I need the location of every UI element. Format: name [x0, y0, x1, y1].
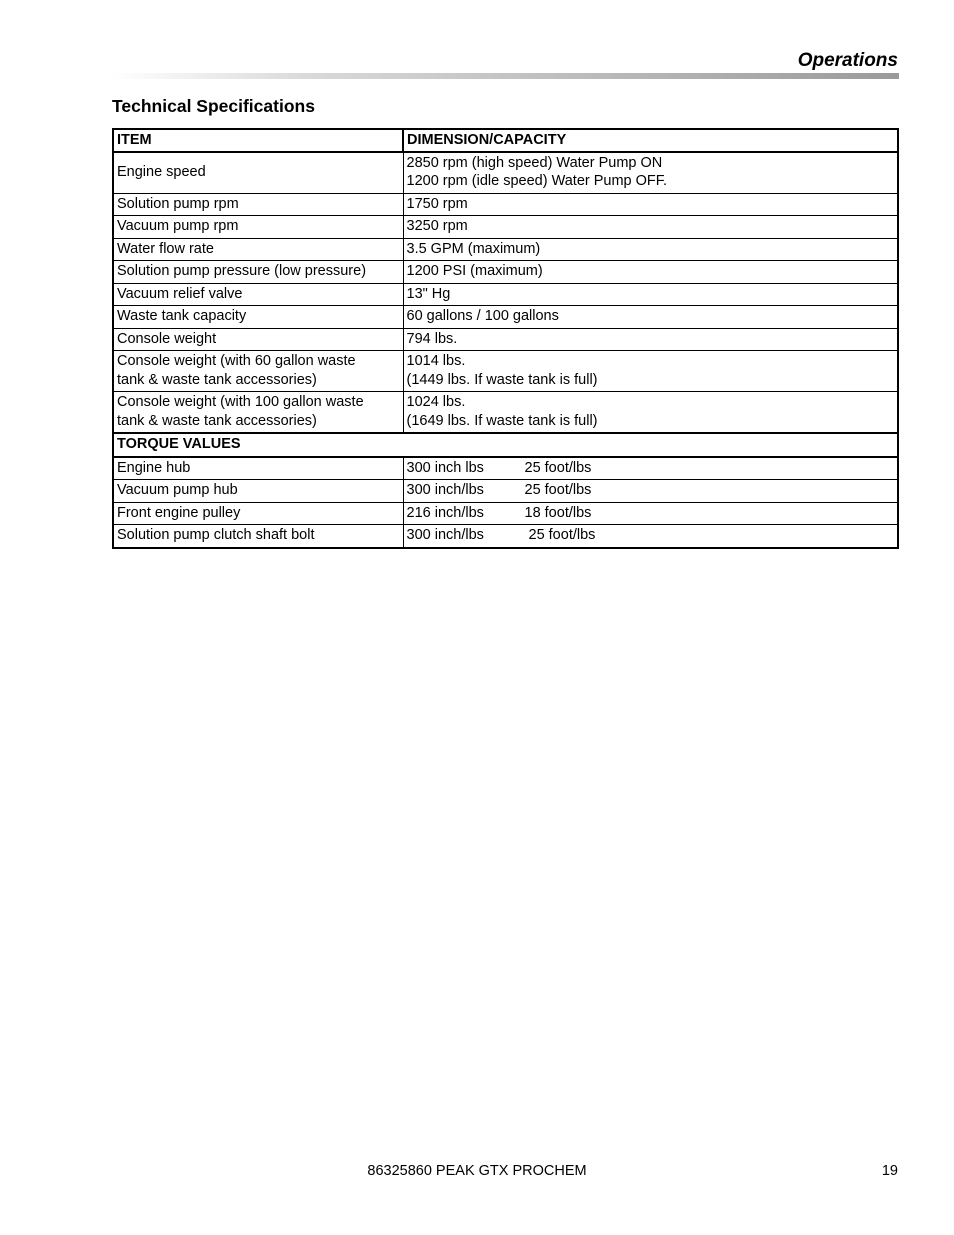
table-row: [113, 216, 898, 239]
page-title: Technical Specifications: [112, 96, 315, 116]
table-row: [113, 525, 898, 548]
value-line: 1200 rpm (idle speed) Water Pump OFF.: [406, 173, 668, 189]
value-line: (1649 lbs. If waste tank is full): [406, 412, 598, 429]
torque-foot-value: 25 foot/lbs: [524, 459, 592, 476]
item-line: tank & waste tank accessories): [117, 412, 317, 429]
section-title: Operations: [797, 50, 898, 71]
footer-page-number: 19: [881, 1163, 898, 1179]
value-line: (1449 lbs. If waste tank is full): [406, 371, 598, 388]
item-cell: Front engine pulley: [113, 502, 403, 525]
value-line: 2850 rpm (high speed) Water Pump ON: [406, 154, 663, 171]
value-cell: [403, 392, 898, 434]
item-cell: Vacuum pump rpm: [113, 216, 403, 239]
table-row: [113, 193, 898, 216]
table-row: [113, 261, 898, 284]
item-cell: [113, 351, 403, 392]
value-cell: 1750 rpm: [403, 193, 898, 216]
table-row: [113, 351, 898, 392]
torque-values-header: TORQUE VALUES: [113, 433, 898, 457]
table-row: [113, 480, 898, 503]
torque-inch-value: 300 inch/lbs: [406, 527, 484, 543]
column-header-dimension-capacity: DIMENSION/CAPACITY: [403, 129, 898, 152]
item-cell: Water flow rate: [113, 238, 403, 261]
value-cell: [403, 351, 898, 392]
value-cell: 13" Hg: [403, 283, 898, 306]
torque-inch-value: 216 inch/lbs: [406, 504, 484, 521]
value-cell: 3.5 GPM (maximum): [403, 238, 898, 261]
value-cell: 3250 rpm: [403, 216, 898, 239]
table-row: [113, 392, 898, 434]
item-cell: Solution pump rpm: [113, 193, 403, 216]
item-cell: Vacuum pump hub: [113, 480, 403, 503]
item-cell: Waste tank capacity: [113, 306, 403, 329]
value-line: 1014 lbs.: [406, 353, 466, 369]
technical-specifications-table: [112, 128, 899, 549]
value-cell: [403, 457, 898, 480]
table-row: [113, 152, 898, 194]
table-header-row: [113, 129, 898, 152]
item-line: Console weight (with 60 gallon waste: [117, 353, 356, 369]
item-cell: Engine hub: [113, 457, 403, 480]
value-cell: [403, 525, 898, 548]
value-cell: 60 gallons / 100 gallons: [403, 306, 898, 329]
table-row: [113, 502, 898, 525]
torque-foot-value: 25 foot/lbs: [524, 482, 592, 498]
item-cell: Console weight: [113, 328, 403, 351]
item-cell: Solution pump clutch shaft bolt: [113, 525, 403, 548]
value-cell: [403, 152, 898, 194]
item-cell: Solution pump pressure (low pressure): [113, 261, 403, 284]
value-cell: 794 lbs.: [403, 328, 898, 351]
header-gradient-bar: [112, 73, 899, 79]
torque-inch-value: 300 inch lbs: [406, 459, 484, 476]
torque-inch-value: 300 inch/lbs: [406, 482, 484, 498]
table-row: [113, 238, 898, 261]
value-cell: 1200 PSI (maximum): [403, 261, 898, 284]
item-line: tank & waste tank accessories): [117, 371, 317, 388]
table-row: [113, 328, 898, 351]
table-row: [113, 306, 898, 329]
torque-foot-value: 18 foot/lbs: [524, 504, 592, 521]
table-row: [113, 457, 898, 480]
item-cell: [113, 392, 403, 434]
item-cell: Vacuum relief valve: [113, 283, 403, 306]
value-cell: [403, 480, 898, 503]
torque-values-header-row: [113, 433, 898, 457]
item-cell: Engine speed: [113, 152, 403, 194]
column-header-item: ITEM: [113, 129, 403, 152]
footer-document-id: 86325860 PEAK GTX PROCHEM: [367, 1163, 587, 1179]
item-line: Console weight (with 100 gallon waste: [117, 394, 364, 410]
table-row: [113, 283, 898, 306]
value-line: 1024 lbs.: [406, 394, 466, 410]
value-cell: [403, 502, 898, 525]
torque-foot-value: 25 foot/lbs: [528, 527, 596, 543]
